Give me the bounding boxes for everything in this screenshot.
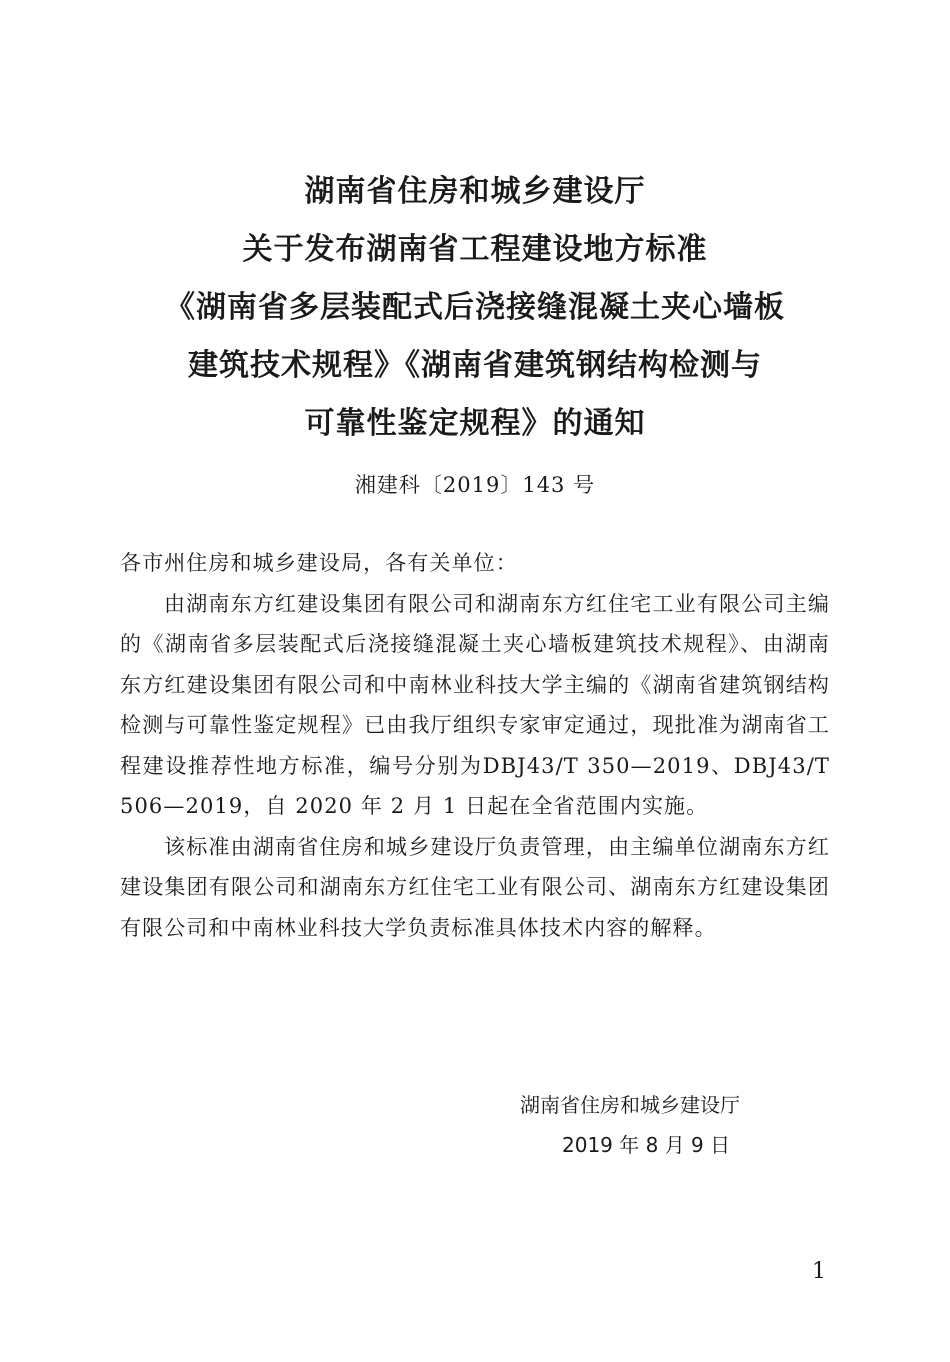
- issuing-organization: 湖南省住房和城乡建设厅: [520, 1093, 740, 1117]
- title-line-5: 可靠性鉴定规程》的通知: [304, 406, 646, 441]
- title-line-1: 湖南省住房和城乡建设厅: [304, 174, 646, 209]
- title-line-4: 建筑技术规程》《湖南省建筑钢结构检测与: [188, 348, 762, 383]
- title-line-2: 关于发布湖南省工程建设地方标准: [242, 232, 708, 267]
- body-paragraph-1: 由湖南东方红建设集团有限公司和湖南东方红住宅工业有限公司主编的《湖南省多层装配式后浇接缝混凝土夹心墙板建筑技术规程》、由湖南东方红建设集团有限公司和中南林业科技大学主编的《湖南省建筑钢结构检测与可靠性鉴定规程》已由我厅组织专家审定通过，现批准为湖南省工程建设推荐性地方标准，编号分别为DBJ43/T 350—2019、DBJ43/T 506—2019，自 2020 年 2 月 1 日起在全省范围内实施。: [120, 591, 830, 818]
- page-number: 1: [812, 1259, 826, 1284]
- document-number: 湘建科〔2019〕143 号: [354, 473, 596, 497]
- salutation: 各市州住房和城乡建设局，各有关单位：: [120, 551, 518, 575]
- body-paragraph-2: 该标准由湖南省住房和城乡建设厅负责管理，由主编单位湖南东方红建设集团有限公司和湖南东方红住宅工业有限公司、湖南东方红建设集团有限公司和中南林业科技大学负责标准具体技术内容的解释。: [120, 834, 830, 940]
- notice-body: [120, 543, 830, 948]
- signature-block: [500, 1085, 800, 1165]
- notice-title: [0, 163, 950, 453]
- title-line-3: 《湖南省多层装配式后浇接缝混凝土夹心墙板: [165, 290, 785, 325]
- issue-date: 2019 年 8 月 9 日: [562, 1133, 731, 1157]
